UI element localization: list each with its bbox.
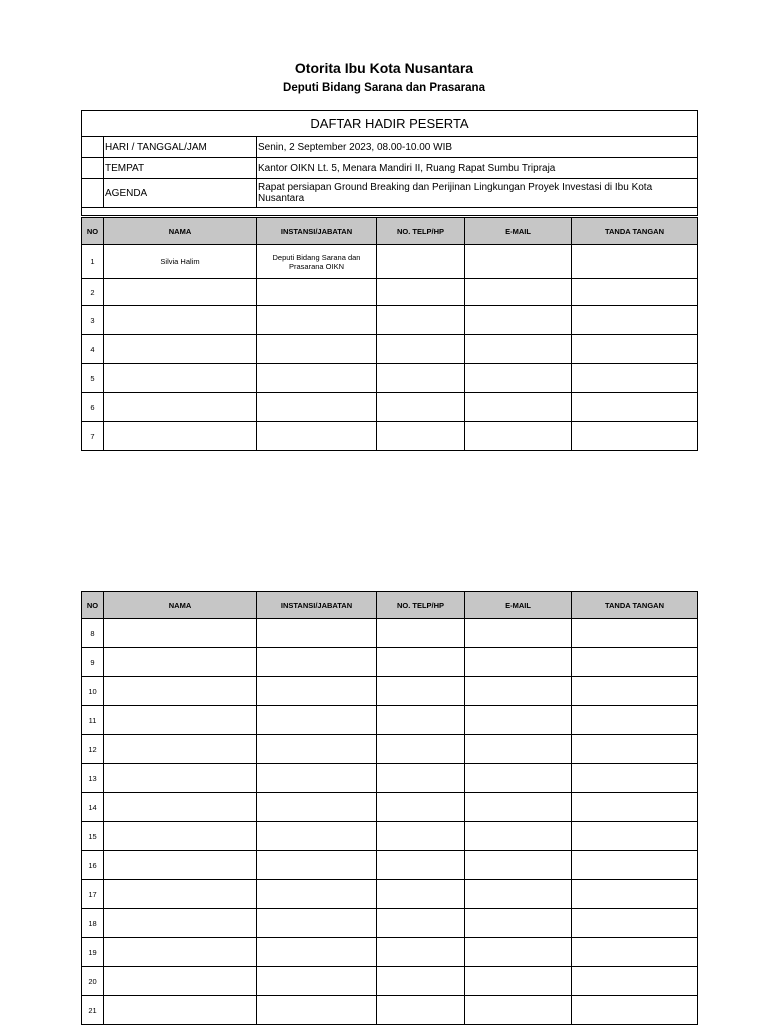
cell-instansi	[257, 938, 377, 967]
cell-tanda-tangan	[572, 996, 698, 1025]
cell-tanda-tangan	[572, 393, 698, 422]
cell-nama	[104, 393, 257, 422]
table-row	[82, 648, 698, 677]
cell-instansi	[257, 793, 377, 822]
cell-nama	[104, 279, 257, 306]
cell-instansi: Deputi Bidang Sarana dan Prasarana OIKN	[257, 245, 377, 279]
cell-nama	[104, 880, 257, 909]
cell-nama	[104, 793, 257, 822]
table-row	[82, 996, 698, 1025]
cell-email	[465, 619, 572, 648]
info-label-agenda: AGENDA	[104, 179, 257, 208]
info-label-date: HARI / TANGGAL/JAM	[104, 137, 257, 158]
cell-tanda-tangan	[572, 793, 698, 822]
attendance-table-page1	[81, 217, 698, 451]
table-row	[82, 677, 698, 706]
spacer-row	[82, 208, 698, 216]
cell-instansi	[257, 764, 377, 793]
cell-email	[465, 851, 572, 880]
table-row	[82, 764, 698, 793]
col-header-instansi: INSTANSI/JABATAN	[257, 218, 377, 245]
row-number: 18	[82, 909, 104, 938]
row-number: 14	[82, 793, 104, 822]
cell-email	[465, 422, 572, 451]
cell-nama	[104, 851, 257, 880]
col-header-email: E-MAIL	[465, 592, 572, 619]
row-number: 15	[82, 822, 104, 851]
cell-telp	[377, 306, 465, 335]
cell-email	[465, 335, 572, 364]
table-row	[82, 245, 698, 279]
cell-tanda-tangan	[572, 422, 698, 451]
cell-telp	[377, 909, 465, 938]
cell-telp	[377, 279, 465, 306]
cell-telp	[377, 619, 465, 648]
cell-nama	[104, 677, 257, 706]
attendance-info-table	[81, 110, 698, 216]
col-header-no: NO	[82, 592, 104, 619]
col-header-nama: NAMA	[104, 592, 257, 619]
cell-telp	[377, 422, 465, 451]
row-number: 21	[82, 996, 104, 1025]
row-number: 3	[82, 306, 104, 335]
table-row	[82, 967, 698, 996]
info-blank-cell	[82, 137, 104, 158]
cell-nama	[104, 909, 257, 938]
cell-telp	[377, 967, 465, 996]
cell-telp	[377, 706, 465, 735]
cell-telp	[377, 735, 465, 764]
cell-nama	[104, 306, 257, 335]
attendance-table-page2	[81, 591, 698, 1025]
cell-email	[465, 764, 572, 793]
cell-email	[465, 909, 572, 938]
row-number: 17	[82, 880, 104, 909]
cell-instansi	[257, 677, 377, 706]
cell-email	[465, 822, 572, 851]
cell-email	[465, 393, 572, 422]
cell-telp	[377, 851, 465, 880]
cell-telp	[377, 648, 465, 677]
cell-nama	[104, 967, 257, 996]
info-blank-cell	[82, 158, 104, 179]
info-value-date: Senin, 2 September 2023, 08.00-10.00 WIB	[257, 137, 698, 158]
cell-email	[465, 938, 572, 967]
row-number: 20	[82, 967, 104, 996]
cell-instansi	[257, 967, 377, 996]
cell-instansi	[257, 422, 377, 451]
table-row	[82, 793, 698, 822]
table-row	[82, 735, 698, 764]
cell-tanda-tangan	[572, 619, 698, 648]
cell-email	[465, 677, 572, 706]
cell-tanda-tangan	[572, 306, 698, 335]
cell-instansi	[257, 706, 377, 735]
cell-tanda-tangan	[572, 279, 698, 306]
cell-nama	[104, 938, 257, 967]
info-value-place: Kantor OIKN Lt. 5, Menara Mandiri II, Ruang Rapat Sumbu Tripraja	[257, 158, 698, 179]
col-header-nama: NAMA	[104, 218, 257, 245]
row-number: 8	[82, 619, 104, 648]
col-header-telp: NO. TELP/HP	[377, 592, 465, 619]
cell-instansi	[257, 909, 377, 938]
cell-instansi	[257, 364, 377, 393]
cell-telp	[377, 335, 465, 364]
cell-telp	[377, 245, 465, 279]
cell-tanda-tangan	[572, 851, 698, 880]
cell-tanda-tangan	[572, 909, 698, 938]
organization-title: Otorita Ibu Kota Nusantara	[294, 60, 474, 76]
cell-tanda-tangan	[572, 880, 698, 909]
cell-nama	[104, 735, 257, 764]
cell-email	[465, 364, 572, 393]
cell-telp	[377, 677, 465, 706]
cell-nama	[104, 822, 257, 851]
cell-telp	[377, 793, 465, 822]
cell-email	[465, 306, 572, 335]
cell-nama: Silvia Halim	[104, 245, 257, 279]
cell-instansi	[257, 619, 377, 648]
table-row	[82, 306, 698, 335]
row-number: 9	[82, 648, 104, 677]
table-row	[82, 393, 698, 422]
cell-instansi	[257, 822, 377, 851]
table-row	[82, 364, 698, 393]
row-number: 19	[82, 938, 104, 967]
row-number: 11	[82, 706, 104, 735]
cell-tanda-tangan	[572, 706, 698, 735]
cell-nama	[104, 422, 257, 451]
cell-instansi	[257, 279, 377, 306]
cell-instansi	[257, 880, 377, 909]
cell-email	[465, 706, 572, 735]
table-row	[82, 880, 698, 909]
cell-instansi	[257, 996, 377, 1025]
cell-nama	[104, 706, 257, 735]
cell-telp	[377, 938, 465, 967]
table-row	[82, 822, 698, 851]
cell-telp	[377, 822, 465, 851]
table-row	[82, 619, 698, 648]
cell-tanda-tangan	[572, 677, 698, 706]
table-row	[82, 938, 698, 967]
info-blank-cell	[82, 179, 104, 208]
info-label-place: TEMPAT	[104, 158, 257, 179]
cell-tanda-tangan	[572, 364, 698, 393]
cell-tanda-tangan	[572, 735, 698, 764]
table-row	[82, 279, 698, 306]
cell-telp	[377, 880, 465, 909]
cell-telp	[377, 393, 465, 422]
row-number: 6	[82, 393, 104, 422]
cell-nama	[104, 364, 257, 393]
col-header-telp: NO. TELP/HP	[377, 218, 465, 245]
cell-email	[465, 967, 572, 996]
cell-email	[465, 880, 572, 909]
row-number: 5	[82, 364, 104, 393]
cell-tanda-tangan	[572, 764, 698, 793]
row-number: 13	[82, 764, 104, 793]
cell-email	[465, 245, 572, 279]
row-number: 10	[82, 677, 104, 706]
cell-telp	[377, 764, 465, 793]
cell-instansi	[257, 735, 377, 764]
row-number: 2	[82, 279, 104, 306]
cell-email	[465, 735, 572, 764]
row-number: 7	[82, 422, 104, 451]
row-number: 4	[82, 335, 104, 364]
cell-instansi	[257, 393, 377, 422]
cell-tanda-tangan	[572, 822, 698, 851]
col-header-email: E-MAIL	[465, 218, 572, 245]
col-header-instansi: INSTANSI/JABATAN	[257, 592, 377, 619]
table-row	[82, 851, 698, 880]
cell-email	[465, 648, 572, 677]
division-subtitle: Deputi Bidang Sarana dan Prasarana	[283, 82, 485, 94]
cell-nama	[104, 648, 257, 677]
row-number: 16	[82, 851, 104, 880]
cell-tanda-tangan	[572, 938, 698, 967]
cell-instansi	[257, 335, 377, 364]
cell-tanda-tangan	[572, 967, 698, 996]
cell-tanda-tangan	[572, 335, 698, 364]
cell-nama	[104, 335, 257, 364]
cell-telp	[377, 996, 465, 1025]
cell-instansi	[257, 306, 377, 335]
cell-instansi	[257, 648, 377, 677]
cell-nama	[104, 764, 257, 793]
table-row	[82, 706, 698, 735]
cell-tanda-tangan	[572, 648, 698, 677]
cell-telp	[377, 364, 465, 393]
cell-email	[465, 279, 572, 306]
table-row	[82, 335, 698, 364]
cell-nama	[104, 619, 257, 648]
row-number: 12	[82, 735, 104, 764]
cell-email	[465, 996, 572, 1025]
table-row	[82, 909, 698, 938]
cell-nama	[104, 996, 257, 1025]
row-number: 1	[82, 245, 104, 279]
col-header-no: NO	[82, 218, 104, 245]
col-header-tanda-tangan: TANDA TANGAN	[572, 592, 698, 619]
col-header-tanda-tangan: TANDA TANGAN	[572, 218, 698, 245]
cell-instansi	[257, 851, 377, 880]
document-title: DAFTAR HADIR PESERTA	[82, 111, 698, 137]
info-value-agenda: Rapat persiapan Ground Breaking dan Perijinan Lingkungan Proyek Investasi di Ibu Kota Nusantara	[257, 179, 698, 208]
table-row	[82, 422, 698, 451]
cell-tanda-tangan	[572, 245, 698, 279]
cell-email	[465, 793, 572, 822]
